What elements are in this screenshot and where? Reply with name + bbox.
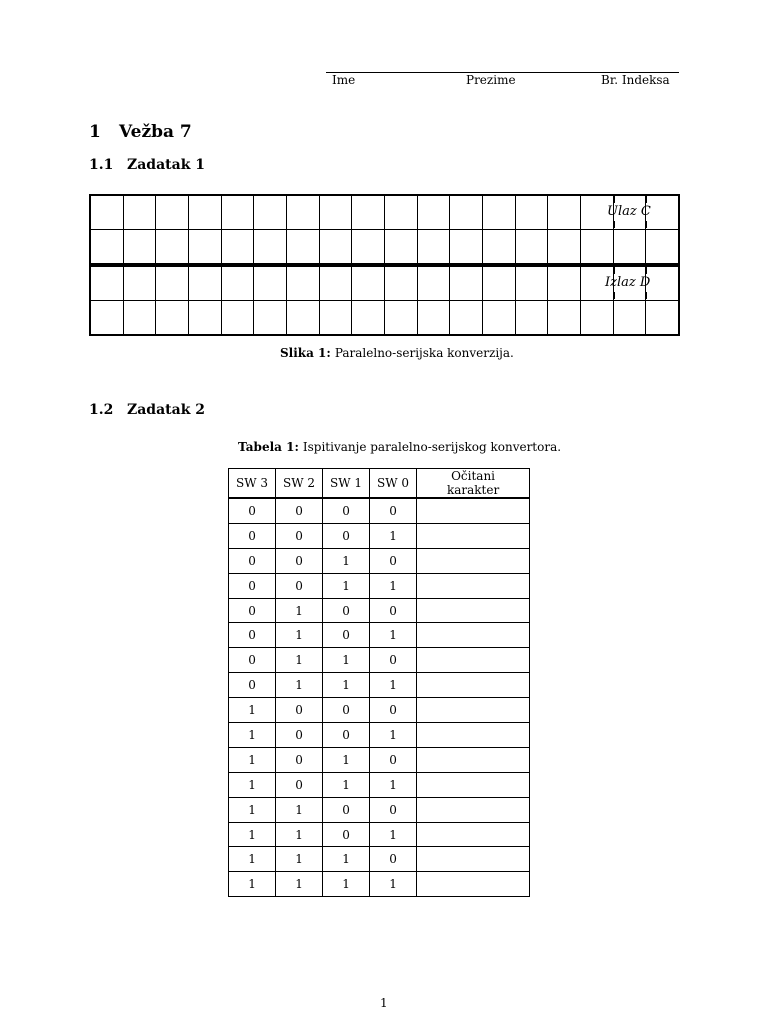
character-cell[interactable] (417, 548, 530, 573)
switch-value-cell: 0 (323, 523, 370, 548)
grid-cell[interactable] (286, 266, 319, 301)
grid-cell[interactable] (450, 266, 483, 301)
grid-cell[interactable] (352, 230, 385, 265)
switch-value-cell: 1 (370, 673, 417, 698)
switch-value-cell: 1 (323, 573, 370, 598)
grid-cell[interactable] (90, 195, 123, 230)
grid-cell[interactable] (188, 195, 221, 230)
column-header-sw3: SW 3 (229, 469, 276, 499)
grid-cell[interactable] (352, 195, 385, 230)
grid-cell[interactable] (548, 230, 581, 265)
grid-row (90, 301, 679, 336)
grid-row (90, 230, 679, 265)
page-number: 1 (380, 996, 388, 1010)
subsection-title: Zadatak 2 (127, 402, 206, 418)
switch-value-cell: 1 (276, 847, 323, 872)
grid-cell[interactable] (646, 301, 679, 336)
switch-value-cell: 0 (276, 723, 323, 748)
figure-caption-prefix: Slika 1: (280, 346, 331, 360)
subsection-title: Zadatak 1 (127, 157, 206, 173)
grid-cell[interactable] (188, 266, 221, 301)
column-tick (646, 221, 647, 228)
grid-cell[interactable] (90, 266, 123, 301)
grid-cell[interactable] (384, 266, 417, 301)
output-label: Izlaz D (605, 275, 651, 290)
character-cell[interactable] (417, 723, 530, 748)
grid-cell[interactable] (319, 230, 352, 265)
subsection-heading-2 (89, 402, 205, 418)
column-header-character: Očitani karakter (417, 469, 530, 499)
grid-row (90, 195, 679, 230)
character-cell[interactable] (417, 623, 530, 648)
column-tick (614, 292, 615, 299)
switch-value-cell: 1 (370, 822, 417, 847)
switch-value-cell: 0 (229, 673, 276, 698)
grid-cell[interactable] (548, 301, 581, 336)
grid-cell[interactable] (515, 266, 548, 301)
switch-value-cell: 1 (323, 747, 370, 772)
character-cell[interactable] (417, 598, 530, 623)
table-row (229, 673, 530, 698)
index-label: Br. Indeksa (601, 73, 670, 87)
subsection-number: 1.2 (89, 402, 114, 418)
switch-value-cell: 0 (276, 548, 323, 573)
switch-value-cell: 1 (323, 772, 370, 797)
switch-value-cell: 1 (276, 623, 323, 648)
grid-cell[interactable] (319, 195, 352, 230)
grid-cell[interactable] (515, 230, 548, 265)
table-header-row (229, 469, 530, 499)
switch-value-cell: 1 (229, 797, 276, 822)
grid-cell[interactable] (580, 301, 613, 336)
grid-cell[interactable] (123, 266, 156, 301)
table-caption (238, 440, 561, 454)
table-caption-text: Ispitivanje paralelno-serijskog konvertora. (302, 440, 562, 454)
column-header-sw2: SW 2 (276, 469, 323, 499)
switch-value-cell: 1 (370, 723, 417, 748)
table-row (229, 623, 530, 648)
switch-value-cell: 0 (370, 747, 417, 772)
grid-cell[interactable] (384, 301, 417, 336)
switch-value-cell: 0 (323, 797, 370, 822)
switch-value-cell: 1 (323, 872, 370, 897)
table-row (229, 797, 530, 822)
subsection-number: 1.1 (89, 157, 114, 173)
character-cell[interactable] (417, 498, 530, 523)
section-heading (89, 122, 192, 142)
column-header-sw1: SW 1 (323, 469, 370, 499)
column-tick (614, 196, 615, 203)
surname-label: Prezime (466, 73, 516, 87)
section-number: 1 (89, 122, 101, 142)
grid-cell[interactable] (254, 301, 287, 336)
grid-cell[interactable] (254, 230, 287, 265)
switch-value-cell: 1 (276, 598, 323, 623)
switch-value-cell: 0 (323, 698, 370, 723)
switch-value-cell: 0 (370, 498, 417, 523)
character-cell[interactable] (417, 847, 530, 872)
switch-value-cell: 1 (229, 847, 276, 872)
grid-cell[interactable] (417, 195, 450, 230)
character-cell[interactable] (417, 523, 530, 548)
grid-cell[interactable] (221, 266, 254, 301)
grid-cell[interactable] (188, 230, 221, 265)
grid-cell[interactable] (156, 230, 189, 265)
grid-cell[interactable] (188, 301, 221, 336)
grid-cell[interactable] (123, 230, 156, 265)
character-cell[interactable] (417, 648, 530, 673)
switch-value-cell: 0 (323, 498, 370, 523)
switch-value-cell: 0 (323, 822, 370, 847)
switch-value-cell: 0 (370, 648, 417, 673)
switch-value-cell: 1 (323, 847, 370, 872)
switch-value-cell: 1 (276, 648, 323, 673)
switch-value-cell: 1 (229, 698, 276, 723)
subsection-heading-1 (89, 157, 205, 173)
switch-value-cell: 0 (370, 598, 417, 623)
grid-cell[interactable] (221, 301, 254, 336)
switch-value-cell: 0 (229, 548, 276, 573)
grid-cell[interactable] (417, 301, 450, 336)
grid-cell[interactable] (286, 195, 319, 230)
column-tick (614, 267, 615, 274)
table-row (229, 822, 530, 847)
grid-cell[interactable] (319, 301, 352, 336)
table-row (229, 698, 530, 723)
grid-cell[interactable] (482, 195, 515, 230)
switch-value-cell: 0 (276, 498, 323, 523)
table-row (229, 772, 530, 797)
grid-cell[interactable] (384, 195, 417, 230)
grid-cell[interactable] (221, 195, 254, 230)
figure-caption (280, 346, 514, 360)
switch-value-cell: 0 (229, 498, 276, 523)
grid-cell[interactable] (450, 195, 483, 230)
table-row (229, 548, 530, 573)
grid-cell[interactable] (221, 230, 254, 265)
grid-cell[interactable] (384, 230, 417, 265)
switch-value-cell: 1 (229, 772, 276, 797)
switch-value-cell: 1 (370, 623, 417, 648)
column-header-sw0: SW 0 (370, 469, 417, 499)
grid-cell[interactable] (580, 230, 613, 265)
switch-value-cell: 0 (276, 772, 323, 797)
switch-value-cell: 0 (370, 797, 417, 822)
table-row (229, 648, 530, 673)
character-cell[interactable] (417, 797, 530, 822)
switch-value-cell: 1 (276, 673, 323, 698)
switch-value-cell: 1 (276, 822, 323, 847)
switch-value-cell: 0 (323, 598, 370, 623)
switch-value-cell: 1 (229, 872, 276, 897)
switch-test-table (228, 468, 530, 897)
grid-cell[interactable] (482, 266, 515, 301)
figure-caption-text: Paralelno-serijska konverzija. (334, 346, 514, 360)
switch-value-cell: 1 (323, 673, 370, 698)
grid-cell[interactable] (417, 266, 450, 301)
table-caption-prefix: Tabela 1: (238, 440, 299, 454)
grid-cell[interactable] (319, 266, 352, 301)
switch-value-cell: 0 (370, 847, 417, 872)
grid-cell[interactable] (646, 230, 679, 265)
switch-value-cell: 1 (276, 797, 323, 822)
table-row (229, 498, 530, 523)
table-row (229, 872, 530, 897)
table-row (229, 847, 530, 872)
grid-cell[interactable] (286, 230, 319, 265)
switch-value-cell: 0 (370, 698, 417, 723)
switch-value-cell: 1 (229, 747, 276, 772)
grid-cell[interactable] (450, 230, 483, 265)
switch-value-cell: 0 (229, 523, 276, 548)
switch-value-cell: 0 (323, 623, 370, 648)
character-cell[interactable] (417, 822, 530, 847)
grid-cell[interactable] (156, 195, 189, 230)
column-tick (646, 267, 647, 274)
switch-value-cell: 1 (276, 872, 323, 897)
grid-cell[interactable] (515, 195, 548, 230)
input-label: Ulaz C (607, 204, 651, 219)
switch-value-cell: 0 (229, 598, 276, 623)
grid-cell[interactable] (450, 301, 483, 336)
column-tick (614, 221, 615, 228)
switch-value-cell: 1 (370, 772, 417, 797)
name-label: Ime (332, 73, 356, 87)
switch-value-cell: 1 (370, 573, 417, 598)
grid-cell[interactable] (613, 301, 646, 336)
column-tick (646, 292, 647, 299)
switch-value-cell: 1 (229, 723, 276, 748)
grid-cell[interactable] (417, 230, 450, 265)
switch-value-cell: 1 (370, 872, 417, 897)
grid-cell[interactable] (548, 195, 581, 230)
grid-cell[interactable] (515, 301, 548, 336)
grid-cell[interactable] (156, 301, 189, 336)
grid-cell[interactable] (352, 301, 385, 336)
section-title: Vežba 7 (119, 122, 192, 142)
grid-cell[interactable] (156, 266, 189, 301)
grid-cell[interactable] (482, 301, 515, 336)
grid-cell[interactable] (90, 230, 123, 265)
switch-value-cell: 1 (323, 648, 370, 673)
character-cell[interactable] (417, 673, 530, 698)
switch-value-cell: 1 (323, 548, 370, 573)
switch-value-cell: 1 (229, 822, 276, 847)
grid-cell[interactable] (548, 266, 581, 301)
switch-value-cell: 0 (323, 723, 370, 748)
switch-value-cell: 0 (229, 648, 276, 673)
grid-cell[interactable] (286, 301, 319, 336)
grid-cell[interactable] (646, 266, 679, 301)
grid-cell[interactable] (613, 230, 646, 265)
switch-value-cell: 0 (276, 573, 323, 598)
switch-value-cell: 0 (229, 573, 276, 598)
input-grid (89, 194, 680, 265)
column-tick (646, 196, 647, 203)
character-cell[interactable] (417, 698, 530, 723)
switch-value-cell: 0 (229, 623, 276, 648)
switch-value-cell: 0 (276, 698, 323, 723)
switch-value-cell: 0 (276, 747, 323, 772)
table-row (229, 523, 530, 548)
table-row (229, 598, 530, 623)
grid-row (90, 266, 679, 301)
character-cell[interactable] (417, 573, 530, 598)
switch-value-cell: 0 (276, 523, 323, 548)
grid-cell[interactable] (123, 195, 156, 230)
character-cell[interactable] (417, 747, 530, 772)
grid-cell[interactable] (482, 230, 515, 265)
character-cell[interactable] (417, 872, 530, 897)
table-row (229, 747, 530, 772)
switch-value-cell: 0 (370, 548, 417, 573)
table-row (229, 723, 530, 748)
grid-cell[interactable] (254, 195, 287, 230)
output-grid (89, 265, 680, 336)
character-cell[interactable] (417, 772, 530, 797)
switch-value-cell: 1 (370, 523, 417, 548)
grid-cell[interactable] (123, 301, 156, 336)
grid-cell[interactable] (254, 266, 287, 301)
grid-cell[interactable] (352, 266, 385, 301)
table-row (229, 573, 530, 598)
grid-cell[interactable] (90, 301, 123, 336)
